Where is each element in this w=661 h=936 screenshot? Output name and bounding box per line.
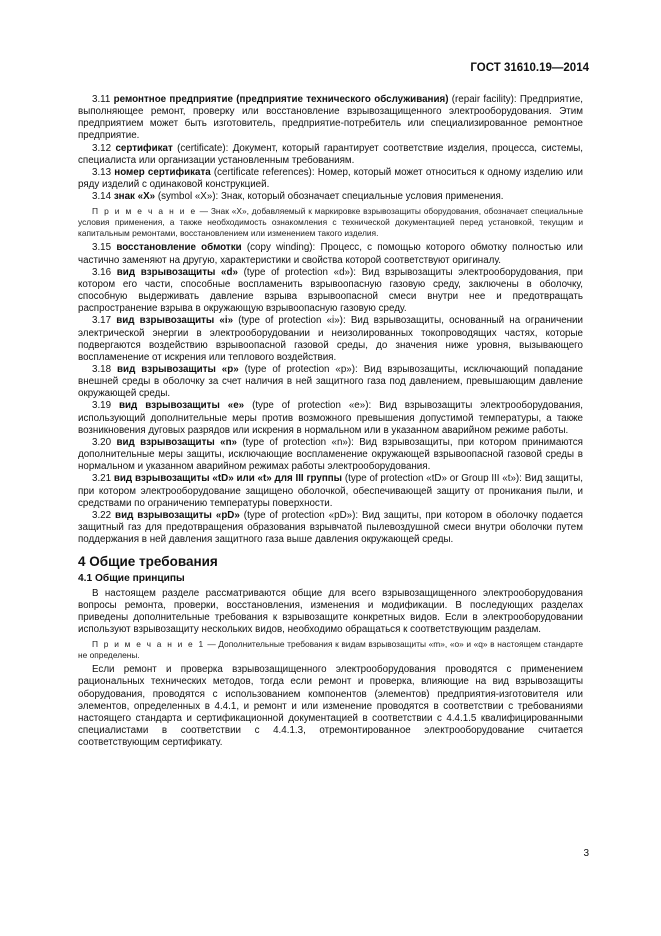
term-number: 3.14 [92, 191, 112, 203]
term-definition: Вид взрывозащиты, исключающий попадание внешней среды в оболочку за счет наличия в ней защитного газа под давлением, превышающим давление окружающей среды. [78, 363, 583, 400]
term-english: (certificate references): [210, 166, 315, 178]
term-definition: Предприятие, выполняющее ремонт, проверку или восстановление взрывозащищенного электрооборудования. Этим предприятием может быть изготовитель, предприятие-потребитель или специализированное ремонтное предприятие. [78, 94, 583, 142]
term-english: (symbol «X»): [155, 191, 219, 203]
term-number: 3.18 [92, 363, 112, 375]
term-definition: Номер, который может относиться к одному изделию или ряду изделий с одинаковой конструкцией. [78, 166, 583, 191]
term-3-14 [78, 191, 583, 203]
section-4-1-heading: 4.1 Общие принципы [78, 573, 185, 585]
term-name: сертификат [115, 142, 173, 154]
term-name: восстановление обмотки [116, 242, 242, 254]
term-3-19 [78, 400, 583, 436]
term-name: вид взрывозащиты «d» [116, 266, 238, 278]
term-english: (type of protection «p»): [238, 363, 358, 375]
term-3-21 [78, 473, 583, 509]
term-name: вид взрывозащиты «tD» или «t» для III группы [113, 473, 343, 485]
term-number: 3.19 [92, 400, 112, 412]
term-name: вид взрывозащиты «i» [116, 315, 234, 327]
term-number: 3.20 [92, 436, 112, 448]
term-english: (type of protection «n»): [237, 436, 354, 448]
term-english: (type of protection «pD»): [239, 509, 359, 521]
term-number: 3.15 [92, 242, 112, 254]
term-english: (repair facility): [448, 94, 517, 105]
term-english: (type of protection «tD» or Group III «t»): [342, 473, 522, 485]
term-name: ремонтное предприятие (предприятие технического обслуживания) [113, 94, 449, 105]
section-4-heading: 4 Общие требования [78, 554, 218, 570]
document-body [78, 94, 583, 749]
section-intro-paragraph: В настоящем разделе рассматриваются общие для всего взрывозащищенного электрооборудования вопросы ремонта, проверки, восстановления, изменения и модификации. В последующих разделах приведены дополнительные требования к взрывозащите конкретных видов. Если в электрооборудовании используют взрывозащиту нескольких видов, необходимо обращаться к соответствующим разделам. [78, 587, 583, 636]
term-number: 3.13 [92, 166, 112, 178]
term-english: (copy winding): [241, 242, 316, 254]
term-name: номер сертификата [114, 166, 211, 178]
note-text: — Знак «X», добавляемый к маркировке взрывозащиты оборудования, обозначает специальные условия применения, а также необходимость ознакомления с технической документацией перед установкой, текущим и капитальным ремонтами, восстановлением или изменением такого изделия. [78, 206, 583, 239]
term-name: вид взрывозащиты «p» [117, 363, 239, 375]
term-english: (type of protection «i»): [233, 315, 346, 327]
term-number: 3.22 [92, 509, 112, 521]
term-name: вид взрывозащиты «n» [116, 436, 238, 448]
note-text: — Дополнительные требования к видам взрывозащиты «m», «o» и «q» в настоящем стандарте не определены. [78, 639, 584, 661]
term-3-18 [78, 364, 583, 400]
term-definition: Документ, который гарантирует соответствие изделия, процесса, системы, специалиста или организации установленным требованиям. [78, 142, 583, 166]
term-definition: Вид взрывозащиты, основанный на ограничении электрической энергии в электрооборудовании и неизолированных токопроводящих частях, которые подвергаются воздействию взрывоопасной газовой среды, до значения ниже уровня, вызывающего воспламенение от искрения или теплового воздействия. [78, 315, 584, 363]
term-english: (type of protection «d»): [237, 266, 356, 278]
term-english: (type of protection «e»): [244, 400, 372, 412]
note-label: П р и м е ч а н и е [92, 206, 197, 217]
term-3-20 [78, 437, 583, 473]
term-3-16 [78, 267, 583, 316]
term-number: 3.17 [92, 315, 112, 327]
term-definition: Вид защиты, при котором электрооборудование защищено оболочкой, обеспечивающей защиту от проникания пыли, и средствами по ограничению температуры поверхности. [78, 473, 583, 509]
term-definition: Вид взрывозащиты электрооборудования, при котором его части, способные воспламенить взрывоопасную газовую среду, заключены в оболочку, способную выдерживать давление взрыва взрывоопасной смеси внутри нее и предотвращать распространение взрыва в окружающую взрывоопасную газовую среду. [78, 266, 583, 315]
term-definition: Вид взрывозащиты электрооборудования, использующий дополнительные меры против возможного превышения допустимой температуры, а также возникновения дуговых разрядов или искрения в нормальном или в указанном аварийном режиме работы. [78, 400, 583, 436]
term-3-13 [78, 167, 583, 191]
term-3-11 [78, 94, 583, 143]
term-definition: Процесс, с помощью которого обмотку полностью или частично заменяют на другую, характеристики и свойства которой соответствуют оригиналу. [78, 242, 583, 266]
note-label: П р и м е ч а н и е 1 [92, 639, 205, 650]
document-header: ГОСТ 31610.19—2014 [470, 62, 589, 74]
term-name: вид взрывозащиты «pD» [115, 509, 240, 521]
term-name: вид взрывозащиты «e» [119, 400, 245, 412]
note-1 [78, 639, 583, 661]
term-number: 3.16 [92, 266, 112, 278]
term-name: знак «X» [113, 191, 156, 203]
term-number: 3.11 [92, 94, 111, 105]
term-definition: Вид защиты, при котором в оболочку подается защитный газ для предотвращения образования взрывчатой пылевоздушной смеси внутри оболочки путем поддержания в ней давления защитного газа выше давления окружающей среды. [78, 509, 583, 546]
term-number: 3.12 [92, 142, 112, 154]
term-3-15 [78, 242, 583, 266]
term-number: 3.21 [92, 473, 112, 485]
page-number: 3 [583, 848, 589, 859]
repair-conformity-paragraph: Если ремонт и проверка взрывозащищенного электрооборудования проводятся с применением рациональных технических методов, тогда если ремонт и проверка, влияющие на вид взрывозащиты оборудования, проводятся с использованием компонентов (элементов) предприятия-изготовителя или элементов, определенных в 4.4.1, и ремонт и или изменение проводятся в соответствии с требованиями настоящего стандарта и сертификационной документацией в соответствии с 4.4.1.5 квалифицированными специалистами в соответствии с 4.4.1.3, отремонтированное электрооборудование считается соответствующим сертификату. [78, 664, 583, 749]
note-symbol-x [78, 206, 583, 239]
term-definition: Вид взрывозащиты, при котором принимаются дополнительные меры защиты, исключающие воспламенение окружающей взрывоопасной газовой среды в нормальном и указанном аварийном режимах работы электрооборудования. [78, 436, 583, 473]
term-english: (certificate): [172, 142, 229, 154]
term-definition: Знак, который обозначает специальные условия применения. [218, 191, 504, 203]
term-3-12 [78, 143, 583, 167]
term-3-22 [78, 510, 583, 546]
term-3-17 [78, 315, 583, 364]
